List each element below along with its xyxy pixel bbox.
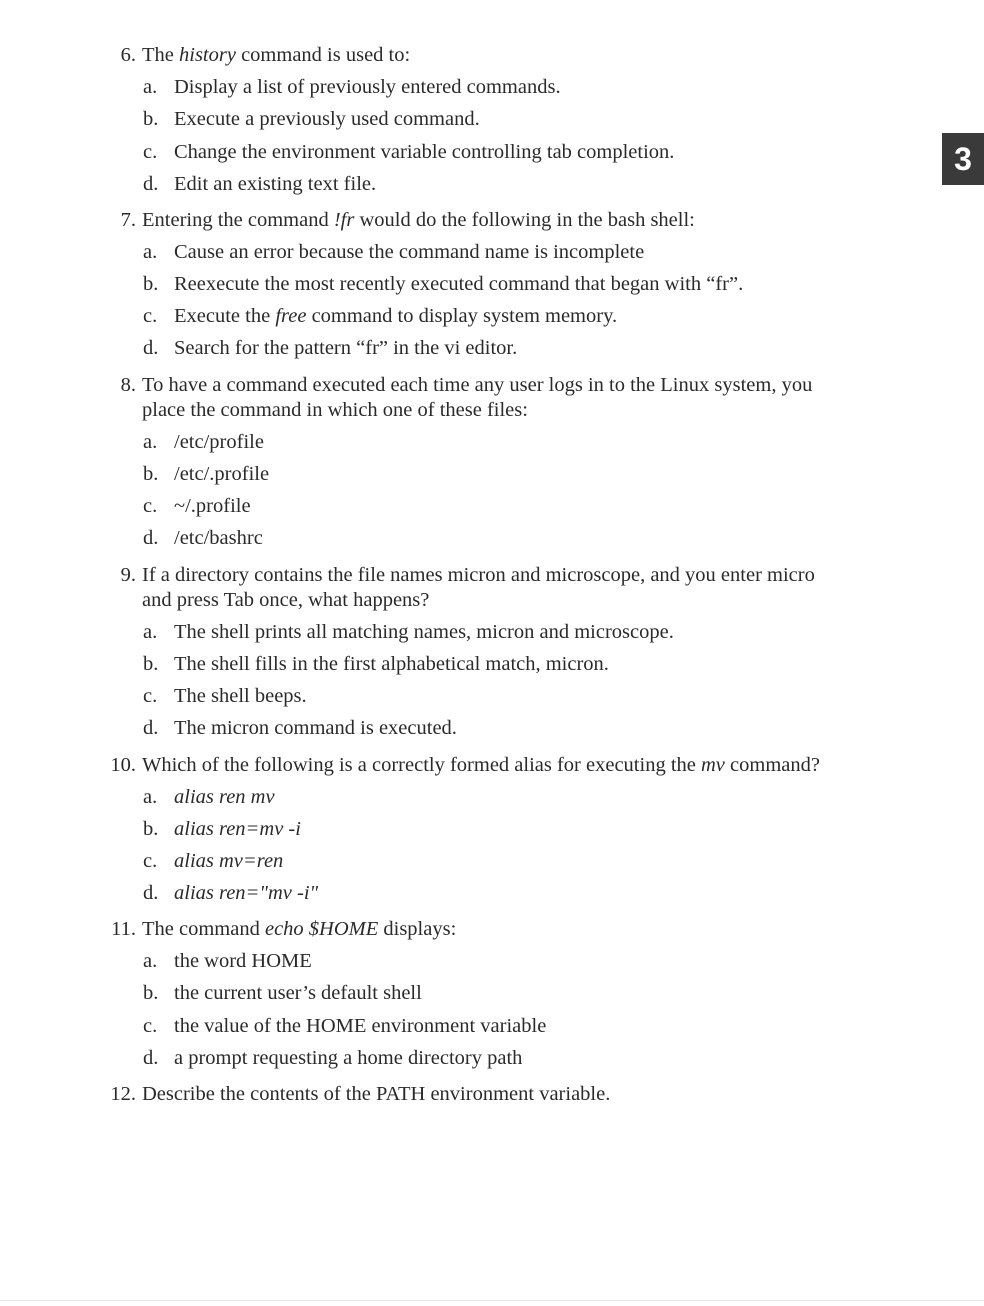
- question-text: The command echo $HOME displays:: [142, 918, 457, 940]
- question-text: Describe the contents of the PATH environment variable.: [142, 1083, 611, 1105]
- question-text: Entering the command !fr would do the following in the bash shell:: [142, 209, 695, 231]
- question-number: 11.: [111, 918, 136, 940]
- question-text-line-1: To have a command executed each time any user logs in to the Linux system, you: [142, 374, 813, 396]
- question-number: 10.: [110, 754, 136, 776]
- textbook-page: 3 6. The history command is used to: a. Display a list of previously entered commands. b. Execute a previously used command. c. Change the environment variable controlling tab completion. d. Edit an existing text file. 7. Entering the command !fr would do the following in the bash shell: a. Cause an error because the command name is incomplete b. Reexecute the most recently executed command that began with “fr”. c. Execute the free command to display system memory. d. Search for the pattern “fr” in the vi editor. 8. To have a command executed each time any user logs in to the Linux system, you place the command in which one of these files: a. /etc/profile b. /etc/.profile c. ~/.profile d. /etc/bashrc 9. If a directory contains the file names micron and microscope, and you enter micro and press Tab once, what happens? a. The shell prints all matching names, micron and microscope. b. The shell fills in the first alphabetical match, micron. c. The shell beeps. d. The micron command is executed. 10. Which of the following is a correctly formed alias for executing the mv command? a. alias ren mv b. alias ren=mv -i c. alias mv=ren d. alias ren="mv -i" 11. The command echo $HOME displays: a. the word HOME b. the current user’s default shell c. the value of the HOME environment variable d. a prompt requesting a home directory path 12. Describe the contents of the PATH environment variable.: [0, 0, 984, 1306]
- question-text: The history command is used to:: [142, 44, 411, 66]
- question-text-line-1: If a directory contains the file names micron and microscope, and you enter micro: [142, 564, 815, 586]
- question-text-line-2: and press Tab once, what happens?: [142, 589, 430, 611]
- question-number: 12.: [110, 1083, 136, 1105]
- question-text: Which of the following is a correctly formed alias for executing the mv command?: [142, 754, 820, 776]
- question-text-line-2: place the command in which one of these files:: [142, 399, 528, 421]
- page-bottom-edge: [0, 1300, 984, 1301]
- question-number: 7.: [120, 209, 136, 231]
- chapter-tab: 3: [942, 133, 984, 185]
- question-number: 8.: [120, 374, 136, 396]
- question-number: 9.: [120, 564, 136, 586]
- question-number: 6.: [120, 44, 136, 66]
